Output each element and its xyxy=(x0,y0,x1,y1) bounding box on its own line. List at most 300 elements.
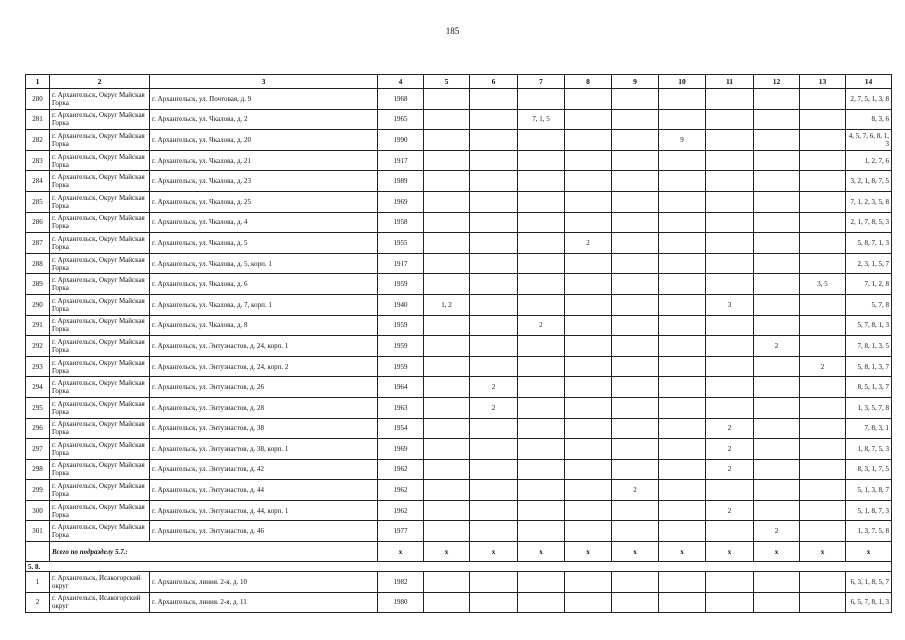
table-cell: 1980 xyxy=(378,592,424,613)
table-cell xyxy=(612,89,659,110)
table-cell: 1959 xyxy=(378,336,424,357)
table-cell xyxy=(424,150,470,171)
section-row xyxy=(26,562,892,572)
table-cell: г. Архангельск, Округ Майская Горка xyxy=(50,459,150,480)
table-cell xyxy=(424,233,470,254)
table-cell xyxy=(518,521,565,542)
table-cell xyxy=(424,315,470,336)
table-cell xyxy=(800,459,846,480)
table-cell xyxy=(706,253,754,274)
table-cell: г. Архангельск, Округ Майская Горка xyxy=(50,150,150,171)
table-cell xyxy=(565,592,612,613)
table-cell: г. Архангельск, ул. Чкалова, д. 7, корп. 1 xyxy=(150,294,378,315)
table-cell xyxy=(518,253,565,274)
total-row xyxy=(26,542,892,562)
table-cell: г. Архангельск, Округ Майская Горка xyxy=(50,377,150,398)
table-cell xyxy=(424,397,470,418)
table-row xyxy=(26,89,892,110)
table-cell: 2 xyxy=(565,233,612,254)
table-cell: 295 xyxy=(26,397,50,418)
table-cell xyxy=(470,274,518,295)
table-cell xyxy=(518,191,565,212)
table-cell xyxy=(424,356,470,377)
table-cell xyxy=(612,572,659,593)
table-cell: г. Архангельск, линия. 2-я, д. 11 xyxy=(150,592,378,613)
table-cell: 1969 xyxy=(378,439,424,460)
table-row xyxy=(26,274,892,295)
table-cell: г. Архангельск, Округ Майская Горка xyxy=(50,439,150,460)
table-row xyxy=(26,356,892,377)
table-cell: 293 xyxy=(26,356,50,377)
table-cell: г. Архангельск, ул. Чкалова, д. 5, корп. 1 xyxy=(150,253,378,274)
table-cell xyxy=(518,439,565,460)
table-cell xyxy=(706,233,754,254)
table-cell: 1940 xyxy=(378,294,424,315)
table-cell xyxy=(800,480,846,501)
table-cell: 1959 xyxy=(378,274,424,295)
table-cell xyxy=(706,274,754,295)
table-row xyxy=(26,521,892,542)
table-cell xyxy=(754,500,800,521)
table-cell xyxy=(565,500,612,521)
column-header: 2 xyxy=(50,75,150,89)
table-cell xyxy=(612,191,659,212)
table-cell: 2 xyxy=(800,356,846,377)
table-cell: 1977 xyxy=(378,521,424,542)
table-cell xyxy=(754,150,800,171)
table-cell xyxy=(659,480,706,501)
table-cell xyxy=(424,336,470,357)
table-cell xyxy=(800,418,846,439)
table-cell xyxy=(706,480,754,501)
table-cell xyxy=(800,150,846,171)
table-cell xyxy=(518,130,565,151)
table-cell xyxy=(565,439,612,460)
table-cell: г. Архангельск, ул. Энтузиастов, д. 24, корп. 1 xyxy=(150,336,378,357)
column-header: 1 xyxy=(26,75,50,89)
table-cell xyxy=(612,109,659,130)
table-cell: 1, 3, 7, 5, 8 xyxy=(846,521,892,542)
table-cell xyxy=(754,212,800,233)
table-cell xyxy=(470,109,518,130)
table-cell xyxy=(565,253,612,274)
table-cell: 1990 xyxy=(378,130,424,151)
table-cell: 5, 1, 3, 8, 7 xyxy=(846,480,892,501)
table-cell xyxy=(470,294,518,315)
table-cell: 2 xyxy=(706,459,754,480)
table-cell xyxy=(470,500,518,521)
table-cell: 3 xyxy=(706,294,754,315)
table-cell xyxy=(800,253,846,274)
table-cell xyxy=(659,233,706,254)
table-cell xyxy=(800,397,846,418)
table-cell xyxy=(518,89,565,110)
table-cell xyxy=(754,130,800,151)
table-cell xyxy=(706,150,754,171)
table-cell: 1962 xyxy=(378,459,424,480)
table-cell xyxy=(659,459,706,480)
table-row xyxy=(26,233,892,254)
table-cell xyxy=(470,89,518,110)
table-cell xyxy=(706,109,754,130)
table-cell xyxy=(659,500,706,521)
table-cell xyxy=(518,377,565,398)
table-cell xyxy=(470,171,518,192)
table-cell: 1958 xyxy=(378,212,424,233)
table-cell xyxy=(470,572,518,593)
table-cell: 1982 xyxy=(378,572,424,593)
table-row xyxy=(26,253,892,274)
table-cell: 288 xyxy=(26,253,50,274)
table-cell xyxy=(424,191,470,212)
table-cell xyxy=(754,253,800,274)
table-cell xyxy=(470,315,518,336)
table-cell xyxy=(518,480,565,501)
table-cell xyxy=(706,315,754,336)
table-cell: 1955 xyxy=(378,233,424,254)
table-cell: г. Архангельск, Округ Майская Горка xyxy=(50,233,150,254)
table-row xyxy=(26,294,892,315)
table-cell xyxy=(706,356,754,377)
table-cell xyxy=(565,521,612,542)
table-cell: г. Архангельск, Округ Майская Горка xyxy=(50,191,150,212)
table-cell: 299 xyxy=(26,480,50,501)
table-cell: 287 xyxy=(26,233,50,254)
table-cell xyxy=(659,315,706,336)
table-cell xyxy=(612,356,659,377)
table-cell xyxy=(470,480,518,501)
table-cell xyxy=(518,294,565,315)
table-cell xyxy=(800,572,846,593)
table-cell: 4, 5, 7, 6, 8, 1, 3 xyxy=(846,130,892,151)
table-cell: 3, 2, 1, 8, 7, 5 xyxy=(846,171,892,192)
table-cell xyxy=(659,418,706,439)
table-cell xyxy=(706,89,754,110)
column-header: 6 xyxy=(470,75,518,89)
table-cell xyxy=(518,356,565,377)
table-cell: г. Архангельск, ул. Чкалова, д. 21 xyxy=(150,150,378,171)
total-value: x xyxy=(612,542,659,562)
column-header: 11 xyxy=(706,75,754,89)
table-cell xyxy=(565,109,612,130)
table-row xyxy=(26,418,892,439)
table-cell: г. Архангельск, ул. Энтузиастов, д. 42 xyxy=(150,459,378,480)
table-cell: г. Архангельск, Округ Майская Горка xyxy=(50,274,150,295)
table-cell xyxy=(800,130,846,151)
table-cell xyxy=(754,397,800,418)
table-cell xyxy=(659,439,706,460)
table-cell xyxy=(518,233,565,254)
table-cell xyxy=(659,191,706,212)
table-cell xyxy=(518,592,565,613)
table-cell: г. Архангельск, Округ Майская Горка xyxy=(50,89,150,110)
table-cell xyxy=(659,377,706,398)
table-cell xyxy=(424,418,470,439)
table-cell: 301 xyxy=(26,521,50,542)
table-cell: г. Архангельск, ул. Чкалова, д. 4 xyxy=(150,212,378,233)
table-cell: 1, 2 xyxy=(424,294,470,315)
table-cell xyxy=(754,572,800,593)
column-header: 3 xyxy=(150,75,378,89)
table-cell xyxy=(800,109,846,130)
table-cell xyxy=(565,294,612,315)
table-cell xyxy=(659,274,706,295)
table-cell: г. Архангельск, Исакогорский округ xyxy=(50,572,150,593)
table-cell: 7, 8, 3, 1 xyxy=(846,418,892,439)
table-cell xyxy=(800,336,846,357)
table-cell xyxy=(706,336,754,357)
table-cell xyxy=(612,459,659,480)
table-cell: 1968 xyxy=(378,89,424,110)
table-cell: г. Архангельск, Округ Майская Горка xyxy=(50,480,150,501)
table-cell: 300 xyxy=(26,500,50,521)
table-cell: 1, 8, 7, 5, 3 xyxy=(846,439,892,460)
table-cell xyxy=(800,191,846,212)
table-cell xyxy=(518,500,565,521)
table-cell xyxy=(424,212,470,233)
table-cell xyxy=(470,439,518,460)
header-row xyxy=(26,75,892,89)
table-row xyxy=(26,377,892,398)
table-cell: 1965 xyxy=(378,109,424,130)
table-cell: 9 xyxy=(659,130,706,151)
table-cell xyxy=(659,356,706,377)
table-cell xyxy=(518,171,565,192)
table-cell: 2 xyxy=(754,336,800,357)
table-cell xyxy=(800,171,846,192)
table-cell: 7, 8, 1, 3, 5 xyxy=(846,336,892,357)
table-cell xyxy=(754,233,800,254)
table-cell xyxy=(754,439,800,460)
table-cell: г. Архангельск, ул. Чкалова, д. 5 xyxy=(150,233,378,254)
table-cell xyxy=(424,89,470,110)
table-cell: 1989 xyxy=(378,171,424,192)
total-value: x xyxy=(754,542,800,562)
table-cell xyxy=(706,377,754,398)
table-cell xyxy=(470,253,518,274)
table-cell xyxy=(612,150,659,171)
table-cell xyxy=(424,171,470,192)
table-cell: г. Архангельск, ул. Энтузиастов, д. 44 xyxy=(150,480,378,501)
table-cell: г. Архангельск, Округ Майская Горка xyxy=(50,130,150,151)
table-cell: 5, 7, 8 xyxy=(846,294,892,315)
table-cell: г. Архангельск, Округ Майская Горка xyxy=(50,500,150,521)
table-cell: г. Архангельск, ул. Энтузиастов, д. 26 xyxy=(150,377,378,398)
table-cell: г. Архангельск, ул. Энтузиастов, д. 38 xyxy=(150,418,378,439)
table-cell xyxy=(659,150,706,171)
table-row xyxy=(26,171,892,192)
table-cell: 298 xyxy=(26,459,50,480)
table-cell: 2 xyxy=(26,592,50,613)
table-cell: г. Архангельск, Округ Майская Горка xyxy=(50,212,150,233)
table-cell xyxy=(800,521,846,542)
table-cell xyxy=(706,572,754,593)
table-cell: г. Архангельск, ул. Чкалова, д. 8 xyxy=(150,315,378,336)
total-value: x xyxy=(378,542,424,562)
table-cell: 2 xyxy=(518,315,565,336)
table-cell: г. Архангельск, Округ Майская Горка xyxy=(50,171,150,192)
table-cell: 2 xyxy=(706,500,754,521)
table-cell xyxy=(518,336,565,357)
table-cell xyxy=(424,500,470,521)
table-cell xyxy=(706,171,754,192)
table-cell xyxy=(565,397,612,418)
table-cell: 5, 8, 7, 1, 3 xyxy=(846,233,892,254)
table-cell: 1964 xyxy=(378,377,424,398)
table-cell xyxy=(424,253,470,274)
table-cell xyxy=(565,480,612,501)
table-cell xyxy=(612,397,659,418)
table-cell: г. Архангельск, ул. Чкалова, д. 23 xyxy=(150,171,378,192)
table-cell xyxy=(612,439,659,460)
table-cell: 6, 3, 1, 8, 5, 7 xyxy=(846,572,892,593)
table-cell: 8, 3, 6 xyxy=(846,109,892,130)
table-cell: 286 xyxy=(26,212,50,233)
table-cell xyxy=(754,171,800,192)
table-cell: 2 xyxy=(470,377,518,398)
table-cell xyxy=(659,212,706,233)
table-cell: г. Архангельск, Округ Майская Горка xyxy=(50,294,150,315)
table-cell: 285 xyxy=(26,191,50,212)
total-value: x xyxy=(706,542,754,562)
table-cell: 290 xyxy=(26,294,50,315)
total-value: x xyxy=(846,542,892,562)
table-cell xyxy=(754,418,800,439)
table-cell: 1962 xyxy=(378,480,424,501)
table-cell xyxy=(612,315,659,336)
table-cell xyxy=(518,418,565,439)
column-header: 7 xyxy=(518,75,565,89)
table-cell: 5, 7, 8, 1, 3 xyxy=(846,315,892,336)
table-cell: г. Архангельск, Округ Майская Горка xyxy=(50,397,150,418)
table-cell xyxy=(659,572,706,593)
table-cell: 7, 1, 5 xyxy=(518,109,565,130)
table-body xyxy=(26,89,892,613)
table-cell xyxy=(659,171,706,192)
table-cell xyxy=(424,439,470,460)
table-cell: 280 xyxy=(26,89,50,110)
table-cell xyxy=(565,89,612,110)
table-cell xyxy=(565,171,612,192)
table-cell xyxy=(424,572,470,593)
table-cell xyxy=(518,150,565,171)
table-cell: г. Архангельск, Округ Майская Горка xyxy=(50,336,150,357)
table-cell: г. Архангельск, ул. Чкалова, д. 20 xyxy=(150,130,378,151)
table-cell xyxy=(612,521,659,542)
table-cell xyxy=(565,212,612,233)
table-cell: 1, 2, 7, 6 xyxy=(846,150,892,171)
table-cell: 296 xyxy=(26,418,50,439)
table-cell: 292 xyxy=(26,336,50,357)
table-cell: г. Архангельск, ул. Энтузиастов, д. 24, корп. 2 xyxy=(150,356,378,377)
table-cell: г. Архангельск, ул. Чкалова, д. 25 xyxy=(150,191,378,212)
table-cell: 7, 1, 2, 8 xyxy=(846,274,892,295)
table-cell xyxy=(706,397,754,418)
table-cell xyxy=(800,212,846,233)
table-cell: 1 xyxy=(26,572,50,593)
column-header: 8 xyxy=(565,75,612,89)
table-cell: 8, 5, 1, 3, 7 xyxy=(846,377,892,398)
table-cell xyxy=(659,253,706,274)
table-cell xyxy=(659,397,706,418)
total-value: x xyxy=(659,542,706,562)
column-header: 9 xyxy=(612,75,659,89)
table-row xyxy=(26,459,892,480)
table-cell xyxy=(659,592,706,613)
table-cell: 291 xyxy=(26,315,50,336)
table-cell: 1969 xyxy=(378,191,424,212)
table-cell: 2 xyxy=(706,418,754,439)
table-cell: г. Архангельск, ул. Энтузиастов, д. 44, корп. 1 xyxy=(150,500,378,521)
table-cell: г. Архангельск, Округ Майская Горка xyxy=(50,315,150,336)
column-header: 13 xyxy=(800,75,846,89)
table-cell: 2, 1, 7, 8, 5, 3 xyxy=(846,212,892,233)
table-cell xyxy=(659,109,706,130)
table-cell xyxy=(659,521,706,542)
table-cell xyxy=(612,212,659,233)
table-cell xyxy=(470,418,518,439)
table-cell xyxy=(26,542,50,562)
table-cell xyxy=(612,294,659,315)
table-cell: г. Архангельск, ул. Энтузиастов, д. 28 xyxy=(150,397,378,418)
table-cell xyxy=(424,459,470,480)
table-cell: 2, 3, 1, 5, 7 xyxy=(846,253,892,274)
table-cell xyxy=(565,418,612,439)
table-cell xyxy=(470,150,518,171)
table-cell xyxy=(800,294,846,315)
table-cell xyxy=(470,130,518,151)
table-cell: 6, 5, 7, 8, 1, 3 xyxy=(846,592,892,613)
table-cell xyxy=(800,233,846,254)
column-header: 12 xyxy=(754,75,800,89)
table-cell xyxy=(706,130,754,151)
table-cell xyxy=(754,89,800,110)
table-cell xyxy=(612,171,659,192)
table-cell xyxy=(706,521,754,542)
table-cell xyxy=(565,377,612,398)
total-value: x xyxy=(565,542,612,562)
table-cell xyxy=(754,377,800,398)
table-row xyxy=(26,150,892,171)
table-cell xyxy=(470,233,518,254)
table-cell xyxy=(754,480,800,501)
table-cell: 2 xyxy=(470,397,518,418)
table-cell xyxy=(612,274,659,295)
table-cell xyxy=(424,480,470,501)
table-cell: 1954 xyxy=(378,418,424,439)
table-cell xyxy=(706,592,754,613)
table-row xyxy=(26,439,892,460)
table-cell: 294 xyxy=(26,377,50,398)
table-row xyxy=(26,109,892,130)
table-cell xyxy=(565,459,612,480)
table-cell xyxy=(518,572,565,593)
table-cell xyxy=(612,233,659,254)
table-cell xyxy=(706,191,754,212)
table-cell: 1917 xyxy=(378,150,424,171)
table-cell xyxy=(470,336,518,357)
table-cell xyxy=(470,191,518,212)
table-cell: г. Архангельск, ул. Энтузиастов, д. 38, корп. 1 xyxy=(150,439,378,460)
table-row xyxy=(26,500,892,521)
total-value: x xyxy=(800,542,846,562)
table-cell: 1959 xyxy=(378,315,424,336)
table-cell xyxy=(565,572,612,593)
table-cell xyxy=(470,592,518,613)
table-cell: 2, 7, 5, 1, 3, 8 xyxy=(846,89,892,110)
table-cell xyxy=(424,130,470,151)
table-cell xyxy=(706,212,754,233)
